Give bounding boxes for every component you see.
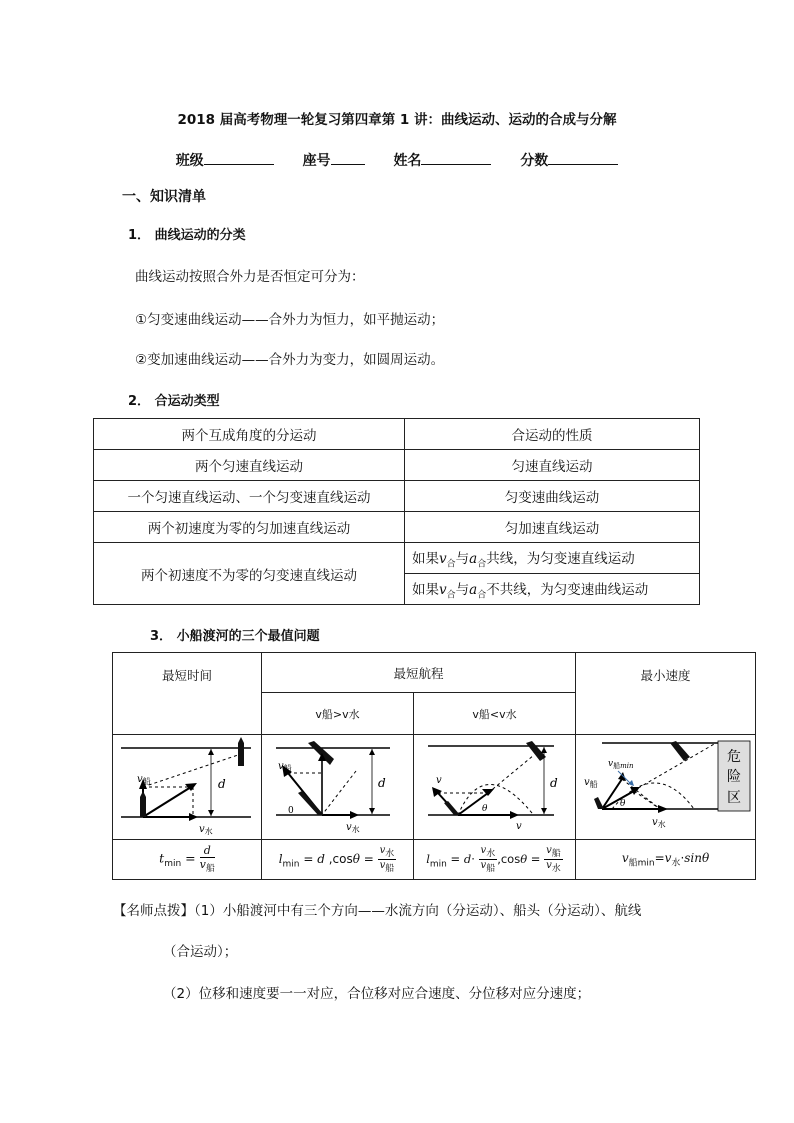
item3-heading: 3． 小船渡河的三个最值问题 — [150, 629, 320, 644]
motion-types-table — [93, 418, 700, 605]
label-v-water: $v_水$ — [652, 817, 666, 829]
label-d: d — [218, 777, 226, 791]
label-d: d — [378, 776, 386, 790]
score-field[interactable] — [520, 150, 618, 170]
tips-line-3: （2）位移和速度要一一对应，合位移对应合速度、分位移对应分速度； — [163, 986, 591, 1002]
label-theta: θ — [482, 804, 488, 814]
subheader-boat-faster: v船>v水 — [262, 693, 414, 735]
tips-line-2: （合运动）； — [163, 944, 238, 960]
table-row — [94, 543, 700, 574]
formula-shortest-path-slower: $l_{min} = d\cdot$ $v_水$ $v_船$ ,cosθ = $v_船$ $v_水$ — [414, 840, 576, 880]
label-v-boat: $v_船$ — [137, 774, 151, 786]
student-info-line — [0, 150, 794, 170]
label-v: v — [436, 775, 442, 786]
table-cell: 匀加速直线运动 — [405, 512, 700, 543]
label-v-boat: $v_船$ — [278, 761, 292, 773]
diagram-shortest-path-slower — [414, 735, 576, 840]
item1-point2: ②变加速曲线运动——合外力为变力，如圆周运动。 — [135, 352, 445, 368]
item1-intro: 曲线运动按照合外力是否恒定可分为： — [135, 269, 365, 285]
col-header-shortest-time: 最短时间 — [113, 653, 262, 735]
diagram-shortest-time — [113, 735, 262, 840]
table-cell: 匀速直线运动 — [405, 450, 700, 481]
col-header-min-speed: 最小速度 — [576, 653, 756, 735]
formula-shortest-path-faster: $l_{min} = d$ ,cosθ = $v_水$ $v_船$ — [262, 840, 414, 880]
table-row — [94, 481, 700, 512]
label-theta: θ — [620, 799, 626, 809]
subheader-boat-slower: v船<v水 — [414, 693, 576, 735]
diagram-min-speed — [576, 735, 756, 840]
label-v-boat-min: $v_船\min$ — [608, 759, 634, 770]
boat-crossing-table — [112, 652, 756, 880]
label-v: v — [516, 821, 522, 832]
label-d: d — [550, 776, 558, 790]
name-label: 姓名 — [393, 153, 422, 169]
table-cell: 一个匀速直线运动、一个匀变速直线运动 — [94, 481, 405, 512]
item2-heading: 2． 合运动类型 — [128, 394, 220, 409]
class-field[interactable] — [176, 150, 274, 170]
formula-shortest-time: $t_{min}$ = d $v_船$ — [113, 840, 262, 880]
formula-min-speed: $v_{船min}=v_水\cdot\sin\theta$ — [576, 840, 756, 880]
danger-char: 区 — [727, 790, 742, 806]
tips-line-1: 【名师点拨】（1）小船渡河中有三个方向——水流方向（分运动）、船头（分运动）、航线 — [113, 903, 642, 919]
label-v-boat: $v_船$ — [584, 777, 598, 789]
table-row — [94, 450, 700, 481]
table-header-row — [94, 419, 700, 450]
table-cell: 两个初速度为零的匀加速直线运动 — [94, 512, 405, 543]
table-row — [94, 512, 700, 543]
danger-char: 险 — [727, 769, 742, 785]
item1-point1: ①匀变速曲线运动——合外力为恒力，如平抛运动； — [135, 312, 445, 328]
label-zero: 0 — [288, 806, 294, 816]
table-cell: 两个初速度不为零的匀变速直线运动 — [94, 543, 405, 605]
seat-label: 座号 — [302, 153, 331, 169]
class-label: 班级 — [175, 153, 204, 169]
table-cell: 两个匀速直线运动 — [94, 450, 405, 481]
score-label: 分数 — [520, 153, 549, 169]
danger-char: 危 — [727, 749, 742, 765]
table-cell-noncollinear: 如果$v_合$与$a_合$不共线，为匀变速曲线运动 — [405, 574, 700, 605]
name-field[interactable] — [393, 150, 491, 170]
seat-field[interactable] — [303, 150, 365, 170]
col-header-shortest-path: 最短航程 — [262, 653, 576, 693]
section-heading: 一、知识清单 — [122, 189, 206, 205]
label-v-water: $v_水$ — [346, 822, 360, 834]
item1-heading: 1． 曲线运动的分类 — [128, 228, 246, 243]
table-cell-collinear: 如果$v_合$与$a_合$共线，为匀变速直线运动 — [405, 543, 700, 574]
table-header-cell: 两个互成角度的分运动 — [94, 419, 405, 450]
page-title: 2018 届高考物理一轮复习第四章第 1 讲：曲线运动、运动的合成与分解 — [177, 112, 617, 128]
table-header-cell: 合运动的性质 — [405, 419, 700, 450]
label-v-water: $v_水$ — [199, 824, 213, 836]
table-cell: 匀变速曲线运动 — [405, 481, 700, 512]
diagram-shortest-path-faster — [262, 735, 414, 840]
